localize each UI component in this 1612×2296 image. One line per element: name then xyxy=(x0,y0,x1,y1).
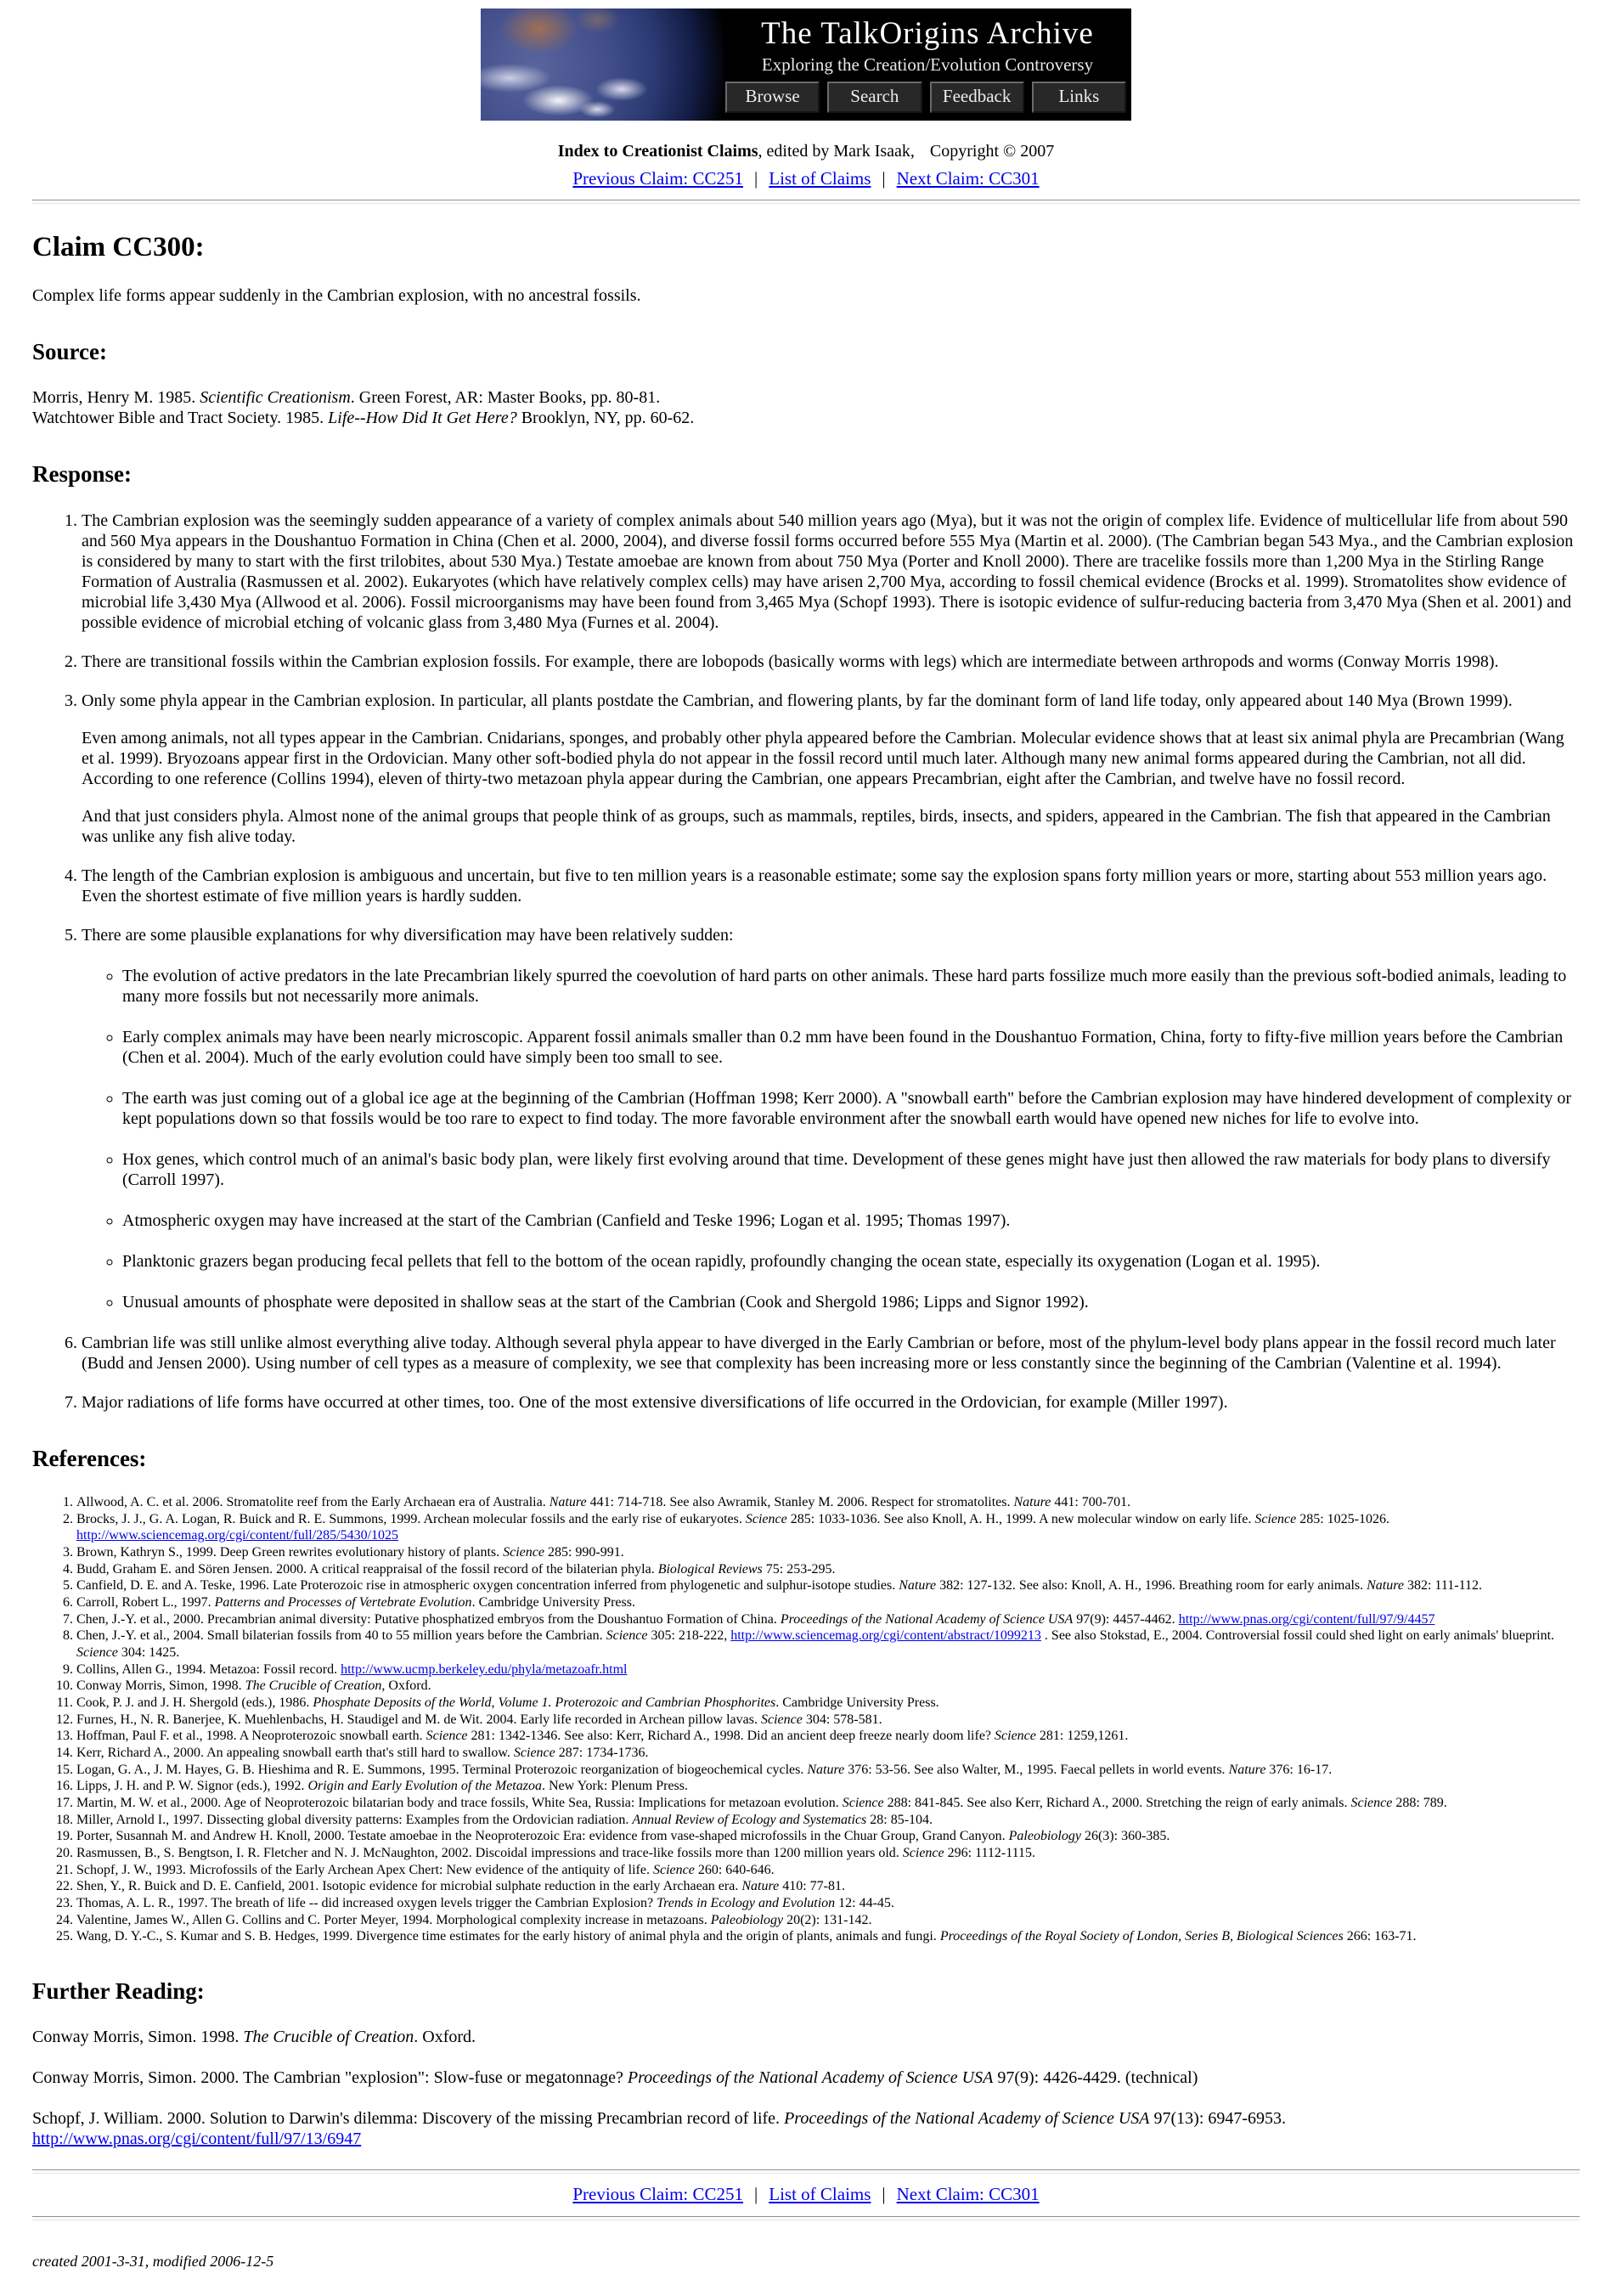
response-paragraph: 6. Cambrian life was still unlike almost everything alive today. Although several phyla appear to have diverged in the Early Cambrian or before, most of the phylum-level body plans appear in the fossil record much later (Budd and Jensen 2000). Using number of cell types as a measure of complexity, we see that complexity has been increasing more or less constantly since the beginning of the Cambrian (Valentine et al. 1994). xyxy=(82,1333,1556,1373)
italic-title: Science xyxy=(606,1628,648,1644)
italic-title: Phosphate Deposits of the World, Volume 1. Proterozoic and Cambrian Phosphorites xyxy=(313,1695,776,1711)
reference-item: 4. Budd, Graham E. and Sören Jensen. 2000. A critical reappraisal of the fossil record of the bilaterian phyla. Biological Reviews 75: 253-295. xyxy=(76,1561,1580,1578)
response-paragraph: And that just considers phyla. Almost none of the animal groups that people think of as groups, such as mammals, reptiles, birds, insects, and spiders, appeared in the Cambrian. The fish that appeared in the Cambrian was unlike any fish alive today. xyxy=(82,806,1551,846)
earth-image xyxy=(481,8,724,121)
reference-item: 17. Martin, M. W. et al., 2000. Age of Neoproterozoic bilatarian body and trace fossils, White Sea, Russia: Implications for metazoan evolution. Science 288: 841-845. See also Kerr, Richard A., 2000. Stretching the reign of early animals. Science 288: 789. xyxy=(76,1795,1580,1812)
italic-title: Science xyxy=(902,1846,944,1861)
edited-by: , edited by Mark Isaak, xyxy=(758,142,915,161)
italic-title: Nature xyxy=(1228,1762,1266,1777)
response-paragraph: 4. The length of the Cambrian explosion is ambiguous and uncertain, but five to ten million years is a reasonable estimate; some say the explosion spans forty million years or more, starting about 553 million years ago. Even the shortest estimate of five million years is hardly sudden. xyxy=(82,866,1547,905)
italic-title: Nature xyxy=(741,1879,780,1894)
separator: | xyxy=(754,168,758,189)
nav-button-search[interactable]: Search xyxy=(827,82,922,113)
italic-title: Scientific Creationism xyxy=(200,388,351,408)
reference-item: 8. Chen, J.-Y. et al., 2004. Small bilaterian fossils from 40 to 55 million years before the Cambrian. Science 305: 218-222, http://www.sciencemag.org/cgi/content/abstract/1099213 . See also Stokstad, E., 2004. Controversial fossil could shed light on early animals' blueprint. Science 304: 1425. xyxy=(76,1628,1580,1661)
created-modified-note: created 2001-3-31, modified 2006-12-5 xyxy=(32,2252,274,2270)
italic-title: Science xyxy=(1350,1796,1393,1811)
list-of-claims-link[interactable]: List of Claims xyxy=(769,168,871,189)
italic-title: Trends in Ecology and Evolution xyxy=(657,1896,836,1911)
previous-claim-link[interactable]: Previous Claim: CC251 xyxy=(572,168,744,189)
explanation-bullet: ◦ Unusual amounts of phosphate were deposited in shallow seas at the start of the Cambrian (Cook and Shergold 1986; Lipps and Signor 1992). xyxy=(122,1292,1580,1312)
external-link[interactable]: http://www.sciencemag.org/cgi/content/abstract/1099213 xyxy=(730,1628,1041,1644)
reference-item: 18. Miller, Arnold I., 1997. Dissecting global diversity patterns: Examples from the Ordovician radiation. Annual Review of Ecology and Systematics 28: 85-104. xyxy=(76,1812,1580,1829)
italic-title: Nature xyxy=(1367,1578,1404,1594)
claim-heading: Claim CC300: xyxy=(32,232,205,263)
banner-nav xyxy=(724,82,1131,121)
reference-item: 19. Porter, Susannah M. and Andrew H. Knoll, 2000. Testate amoebae in the Neoproterozoic Era: evidence from vase-shaped microfossils in the Chuar Group, Grand Canyon. Paleobiology 26(3): 360-385. xyxy=(76,1828,1580,1845)
list-of-claims-link-bottom[interactable]: List of Claims xyxy=(769,2184,871,2205)
nav-button-browse[interactable]: Browse xyxy=(725,82,820,113)
reference-item: 23. Thomas, A. L. R., 1997. The breath of life -- did increased oxygen levels trigger the Cambrian Explosion? Trends in Ecology and Evolution 12: 44-45. xyxy=(76,1895,1580,1912)
reference-item: 21. Schopf, J. W., 1993. Microfossils of the Early Archean Apex Chert: New evidence of the antiquity of life. Science 260: 640-646. xyxy=(76,1862,1580,1879)
nav-button-feedback[interactable]: Feedback xyxy=(930,82,1024,113)
external-link[interactable]: http://www.pnas.org/cgi/content/full/97/13/6947 xyxy=(32,2130,362,2149)
reference-item: 16. Lipps, J. H. and P. W. Signor (eds.), 1992. Origin and Early Evolution of the Metazoa. New York: Plenum Press. xyxy=(76,1778,1580,1795)
source-heading: Source: xyxy=(32,338,107,364)
reference-item: 5. Canfield, D. E. and A. Teske, 1996. Late Proterozoic rise in atmospheric oxygen concentration inferred from phylogenetic and sulphur-isotope studies. Nature 382: 127-132. See also: Knoll, A. H., 1996. Breathing room for early animals. Nature 382: 111-112. xyxy=(76,1577,1580,1594)
italic-title: Science xyxy=(503,1544,544,1560)
external-link[interactable]: http://www.pnas.org/cgi/content/full/97/9/4457 xyxy=(1178,1611,1435,1627)
index-title: Index to Creationist Claims xyxy=(557,142,758,161)
explanation-bullet: ◦ The earth was just coming out of a global ice age at the beginning of the Cambrian (Hoffman 1998; Kerr 2000). A "snowball earth" before the Cambrian explosion may have hindered development of complexity or kept populations down so that fossils would be too rare to expect to find today. The more favorable environment after the snowball earth would have opened new niches for life to evolve into. xyxy=(122,1088,1580,1129)
separator: | xyxy=(882,2184,886,2205)
next-claim-link[interactable]: Next Claim: CC301 xyxy=(896,168,1040,189)
response-paragraph: 7. Major radiations of life forms have occurred at other times, too. One of the most extensive diversifications of life occurred in the Ordovician, for example (Miller 1997). xyxy=(82,1392,1228,1412)
italic-title: Science xyxy=(513,1746,555,1761)
reference-item: 25. Wang, D. Y.-C., S. Kumar and S. B. Hedges, 1999. Divergence time estimates for the early history of animal phyla and the origin of plants, animals and fungi. Proceedings of the Royal Society of London, Series B, Biological Sciences 266: 163-71. xyxy=(76,1928,1580,1945)
site-title: The TalkOrigins Archive xyxy=(761,16,1094,51)
response-paragraph: Even among animals, not all types appear in the Cambrian. Cnidarians, sponges, and probably other phyla appeared before the Cambrian. Molecular evidence shows that at least six animal phyla are Precambrian (Wang et al. 1999). Bryozoans appear first in the Ordovician. Many other soft-bodied phyla do not appear in the fossil record until much later. Although many new animal forms appeared during the Cambrian, not all did. According to one reference (Collins 1994), eleven of thirty-two metazoan phyla appear during the Cambrian, one appears Precambrian, eight after the Cambrian, and twelve have no fossil record. xyxy=(82,728,1564,788)
reference-item: 20. Rasmussen, B., S. Bengtson, I. R. Fletcher and N. J. McNaughton, 2002. Discoidal impressions and trace-like fossils more than 1200 million years old. Science 296: 1112-1115. xyxy=(76,1845,1580,1862)
reference-item: 12. Furnes, H., N. R. Banerjee, K. Muehlenbachs, H. Staudigel and M. de Wit. 2004. Early life recorded in Archean pillow lavas. Science 304: 578-581. xyxy=(76,1712,1580,1729)
reference-item: 9. Collins, Allen G., 1994. Metazoa: Fossil record. http://www.ucmp.berkeley.edu/phyla/metazoafr.html xyxy=(76,1661,1580,1678)
italic-title: Nature xyxy=(1013,1494,1051,1509)
external-link[interactable]: http://www.ucmp.berkeley.edu/phyla/metazoafr.html xyxy=(341,1661,628,1677)
reference-item: 1. Allwood, A. C. et al. 2006. Stromatolite reef from the Early Archaean era of Australia. Nature 441: 714-718. See also Awramik, Stanley M. 2006. Respect for stromatolites. Nature 441: 700-701. xyxy=(76,1494,1580,1511)
reference-item: 15. Logan, G. A., J. M. Hayes, G. B. Hieshima and R. E. Summons, 1995. Terminal Proterozoic reorganization of biogeochemical cycles. Nature 376: 53-56. See also Walter, M., 1995. Faecal pellets in world events. Nature 376: 16-17. xyxy=(76,1762,1580,1779)
italic-title: Proceedings of the National Academy of Science USA xyxy=(780,1611,1074,1627)
response-heading: Response: xyxy=(32,461,132,488)
reference-item: 24. Valentine, James W., Allen G. Collins and C. Porter Meyer, 1994. Morphological complexity increase in metazoans. Paleobiology 20(2): 131-142. xyxy=(76,1912,1580,1929)
further-reading-heading: Further Reading: xyxy=(32,1978,205,2005)
italic-title: Paleobiology xyxy=(1008,1829,1081,1844)
nav-button-links[interactable]: Links xyxy=(1032,82,1126,113)
separator: | xyxy=(754,2184,758,2205)
italic-title: Science xyxy=(652,1862,695,1877)
italic-title: Proceedings of the Royal Society of London, Series B, Biological Sciences xyxy=(939,1929,1344,1944)
reference-item: 11. Cook, P. J. and J. H. Shergold (eds.), 1986. Phosphate Deposits of the World, Volume 1. Proterozoic and Cambrian Phosphorites. Cambridge University Press. xyxy=(76,1695,1580,1712)
source-citation: Morris, Henry M. 1985. Scientific Creationism. Green Forest, AR: Master Books, pp. 80-81. xyxy=(32,388,661,408)
reference-item: 7. Chen, J.-Y. et al., 2000. Precambrian animal diversity: Putative phosphatized embryos from the Doushantuo Formation of China. Proceedings of the National Academy of Science USA 97(9): 4457-4462. http://www.pnas.org/cgi/content/full/97/9/4457 xyxy=(76,1611,1580,1628)
reference-item: 3. Brown, Kathryn S., 1999. Deep Green rewrites evolutionary history of plants. Science 285: 990-991. xyxy=(76,1544,1580,1561)
reference-item: 2. Brocks, J. J., G. A. Logan, R. Buick and R. E. Summons, 1999. Archean molecular fossils and the early rise of eukaryotes. Science 285: 1033-1036. See also Knoll, A. H., 1999. A new molecular window on early life. Science 285: 1025-1026. http://www.sciencemag.org/cgi/content/full/285/5430/1025 xyxy=(76,1511,1580,1544)
response-item xyxy=(82,511,1580,633)
reference-item: 13. Hoffman, Paul F. et al., 1998. A Neoproterozoic snowball earth. Science 281: 1342-1346. See also: Kerr, Richard A., 1998. Did an ancient deep freeze nearly doom life? Science 281: 1259,1261. xyxy=(76,1728,1580,1745)
site-banner xyxy=(481,8,1131,121)
response-paragraph: 3. Only some phyla appear in the Cambrian explosion. In particular, all plants postdate the Cambrian, and flowering plants, by far the dominant form of land life today, only appeared about 140 Mya (Brown 1999). xyxy=(82,691,1513,710)
site-subtitle: Exploring the Creation/Evolution Controversy xyxy=(761,54,1094,76)
italic-title: The Crucible of Creation xyxy=(243,2028,414,2047)
banner-content xyxy=(724,8,1131,121)
italic-title: Paleobiology xyxy=(710,1912,784,1927)
references-heading: References: xyxy=(32,1445,147,1471)
reference-item: 14. Kerr, Richard A., 2000. An appealing snowball earth that's still hard to swallow. Science 287: 1734-1736. xyxy=(76,1745,1580,1762)
separator: | xyxy=(882,168,886,189)
further-reading-item: Conway Morris, Simon. 2000. The Cambrian "explosion": Slow-fuse or megatonnage? Proceedings of the National Academy of Science USA 97(9): 4426-4429. (technical) xyxy=(32,2068,1198,2088)
italic-title: Science xyxy=(426,1729,468,1744)
explanation-list xyxy=(82,966,1580,1312)
italic-title: Science xyxy=(745,1511,787,1526)
claim-nav-bottom xyxy=(32,2184,1580,2205)
italic-title: Nature xyxy=(807,1762,845,1777)
divider xyxy=(32,2216,1580,2220)
previous-claim-link-bottom[interactable]: Previous Claim: CC251 xyxy=(572,2184,744,2205)
response-list xyxy=(32,511,1580,1413)
italic-title: Science xyxy=(1254,1511,1297,1526)
response-item xyxy=(82,866,1580,906)
masthead xyxy=(32,141,1580,161)
reference-item: 22. Shen, Y., R. Buick and D. E. Canfield, 2001. Isotopic evidence for microbial sulphate reduction in the early Archaean era. Nature 410: 77-81. xyxy=(76,1878,1580,1895)
italic-title: Life--How Did It Get Here? xyxy=(328,409,517,428)
explanation-bullet: ◦ Atmospheric oxygen may have increased at the start of the Cambrian (Canfield and Teske 1996; Logan et al. 1995; Thomas 1997). xyxy=(122,1210,1580,1231)
next-claim-link-bottom[interactable]: Next Claim: CC301 xyxy=(896,2184,1040,2205)
response-item xyxy=(82,1333,1580,1374)
response-item xyxy=(82,925,1580,1312)
copyright: Copyright © 2007 xyxy=(929,142,1055,161)
italic-title: Biological Reviews xyxy=(657,1561,763,1577)
response-item xyxy=(82,1392,1580,1413)
reference-list xyxy=(32,1494,1580,1945)
italic-title: Science xyxy=(760,1712,803,1727)
further-reading-item: Conway Morris, Simon. 1998. The Crucible of Creation. Oxford. xyxy=(32,2028,476,2047)
source-citations xyxy=(32,387,1580,428)
response-item xyxy=(82,691,1580,847)
response-paragraph: 1. The Cambrian explosion was the seemingly sudden appearance of a variety of complex animals about 540 million years ago (Mya), but it was not the origin of complex life. Evidence of multicellular life from about 590 and 560 Mya appears in the Doushantuo Formation in China (Chen et al. 2000, 2004), and diverse fossil forms occurred before 555 Mya (Martin et al. 2000). (The Cambrian began 543 Mya., and the Cambrian explosion is considered by many to start with the first trilobites, about 530 Mya.) Testate amoebae are known from about 750 Mya (Porter and Knoll 2000). There are tracelike fossils more than 1,200 Mya in the Stirling Range Formation of Australia (Rasmussen et al. 2002). Eukaryotes (which have relatively complex cells) may have arisen 2,700 Mya, according to fossil chemical evidence (Brocks et al. 1999). Stromatolites show evidence of microbial life 3,430 Mya (Allwood et al. 2006). Fossil microorganisms may have been found from 3,465 Mya (Schopf 1993). There is isotopic evidence of sulfur-reducing bacteria from 3,470 Mya (Shen et al. 2001) and possible evidence of microbial etching of volcanic glass from 3,480 Mya (Furnes et al. 2004). xyxy=(82,511,1574,632)
explanation-bullet: ◦ The evolution of active predators in the late Precambrian likely spurred the coevolution of hard parts on other animals. These hard parts fossilize much more easily than the previous soft-bodied animals, leading to many more fossils but not necessarily more animals. xyxy=(122,966,1580,1007)
further-reading-item: Schopf, J. William. 2000. Solution to Darwin's dilemma: Discovery of the missing Precambrian record of life. Proceedings of the National Academy of Science USA 97(13): 6947-6953. http://www.pnas.org/cgi/content/full/97/13/6947 xyxy=(32,2109,1287,2149)
explanation-bullet: ◦ Early complex animals may have been nearly microscopic. Apparent fossil animals smaller than 0.2 mm have been found in the Doushantuo Formation, China, forty to fifty-five million years before the Cambrian (Chen et al. 2004). Much of the early evolution could have simply been too small to see. xyxy=(122,1027,1580,1068)
italic-title: Annual Review of Ecology and Systematics xyxy=(632,1812,867,1827)
italic-title: Nature xyxy=(899,1578,937,1594)
italic-title: Proceedings of the National Academy of Science USA xyxy=(784,2109,1150,2129)
reference-item: 6. Carroll, Robert L., 1997. Patterns and Processes of Vertebrate Evolution. Cambridge University Press. xyxy=(76,1594,1580,1611)
italic-title: Origin and Early Evolution of the Metazoa xyxy=(307,1779,542,1794)
italic-title: Science xyxy=(842,1796,884,1811)
italic-title: Science xyxy=(76,1645,118,1660)
explanation-bullet: ◦ Hox genes, which control much of an animal's basic body plan, were likely first evolving around that time. Development of these genes might have just then allowed the raw materials for body plans to diversify (Carroll 1997). xyxy=(122,1149,1580,1190)
claim-text: Complex life forms appear suddenly in the Cambrian explosion, with no ancestral fossils. xyxy=(32,285,641,305)
divider xyxy=(32,200,1580,204)
source-citation: Watchtower Bible and Tract Society. 1985. Life--How Did It Get Here? Brooklyn, NY, pp. 60-62. xyxy=(32,409,695,428)
italic-title: Science xyxy=(995,1729,1036,1744)
reference-item: 10. Conway Morris, Simon, 1998. The Crucible of Creation, Oxford. xyxy=(76,1678,1580,1695)
external-link[interactable]: http://www.sciencemag.org/cgi/content/full/285/5430/1025 xyxy=(76,1528,399,1543)
response-paragraph: 5. There are some plausible explanations for why diversification may have been relatively sudden: xyxy=(82,925,734,945)
claim-nav-top xyxy=(32,168,1580,189)
further-reading-list xyxy=(32,2027,1580,2149)
italic-title: Proceedings of the National Academy of Science USA xyxy=(627,2068,994,2088)
italic-title: Nature xyxy=(549,1494,587,1509)
divider xyxy=(32,2169,1580,2174)
response-item xyxy=(82,652,1580,672)
italic-title: Patterns and Processes of Vertebrate Evolution xyxy=(214,1594,472,1610)
italic-title: The Crucible of Creation xyxy=(245,1678,382,1694)
explanation-bullet: ◦ Planktonic grazers began producing fecal pellets that fell to the bottom of the ocean rapidly, profoundly changing the ocean state, especially its oxygenation (Logan et al. 1995). xyxy=(122,1251,1580,1272)
response-paragraph: 2. There are transitional fossils within the Cambrian explosion fossils. For example, there are lobopods (basically worms with legs) which are intermediate between arthropods and worms (Conway Morris 1998). xyxy=(82,652,1499,671)
